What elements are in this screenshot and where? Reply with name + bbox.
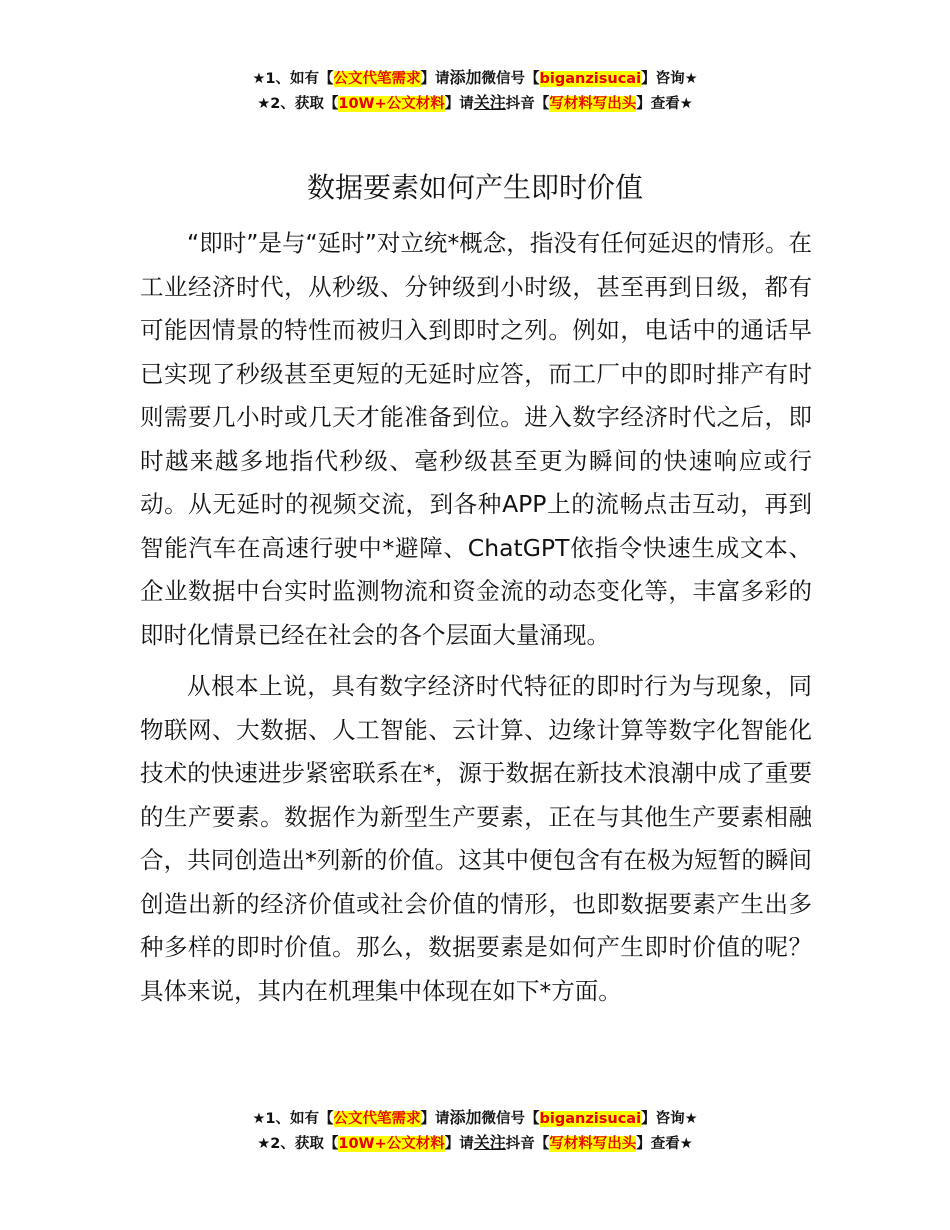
- banner-highlight: biganzisucai: [539, 71, 642, 87]
- banner-text: 】请: [444, 1136, 474, 1152]
- banner-text: ★1、如有【: [252, 1111, 334, 1127]
- banner-emphasis: 关注: [473, 1133, 506, 1152]
- banner-emphasis: 添加: [449, 68, 482, 87]
- footer-banner-line-2: [0, 1131, 950, 1156]
- banner-text: 抖音【: [505, 96, 550, 112]
- banner-text: 】请: [444, 96, 474, 112]
- banner-text: ★1、如有【: [252, 71, 334, 87]
- banner-text: 微信号【: [481, 1111, 540, 1127]
- banner-highlight: 10W+公文材料: [338, 96, 445, 112]
- banner-text: ★2、获取【: [257, 1136, 339, 1152]
- header-banner-line-1: [0, 66, 950, 91]
- banner-text: 】请: [420, 71, 450, 87]
- banner-highlight: 公文代笔需求: [333, 1111, 421, 1127]
- article-body: [140, 222, 812, 1013]
- banner-text: 微信号【: [481, 71, 540, 87]
- banner-highlight: 公文代笔需求: [333, 71, 421, 87]
- banner-highlight: 写材料写出头: [549, 1136, 637, 1152]
- banner-text: 】请: [420, 1111, 450, 1127]
- banner-text: 】查看★: [636, 96, 693, 112]
- banner-highlight: 写材料写出头: [549, 96, 637, 112]
- article-paragraph-2: 从根本上说，具有数字经济时代特征的即时行为与现象，同物联网、大数据、人工智能、云计算、边缘计算等数字化智能化技术的快速进步紧密联系在*，源于数据在新技术浪潮中成了重要的生产要素。数据作为新型生产要素，正在与其他生产要素相融合，共同创造出*列新的价值。这其中便包含有在极为短暂的瞬间创造出新的经济价值或社会价值的情形，也即数据要素产生出多种多样的即时价值。那么，数据要素是如何产生即时价值的呢？具体来说，其内在机理集中体现在如下*方面。: [140, 672, 812, 1005]
- banner-emphasis: 添加: [449, 1108, 482, 1127]
- header-banner-line-2: [0, 91, 950, 116]
- banner-text: 】咨询★: [641, 71, 698, 87]
- header-banner: [0, 66, 950, 116]
- article-title: 数据要素如何产生即时价值: [306, 171, 643, 204]
- banner-text: 】查看★: [636, 1136, 693, 1152]
- footer-banner: [0, 1106, 950, 1156]
- banner-emphasis: 关注: [473, 93, 506, 112]
- footer-banner-line-1: [0, 1106, 950, 1131]
- banner-text: 】咨询★: [641, 1111, 698, 1127]
- banner-highlight: 10W+公文材料: [338, 1136, 445, 1152]
- article-paragraph-1: “即时”是与“延时”对立统*概念，指没有任何延迟的情形。在工业经济时代，从秒级、分钟级到小时级，甚至再到日级，都有可能因情景的特性而被归入到即时之列。例如，电话中的通话早已实现了秒级甚至更短的无延时应答，而工厂中的即时排产有时则需要几小时或几天才能准备到位。进入数字经济时代之后，即时越来越多地指代秒级、毫秒级甚至更为瞬间的快速响应或行动。从无延时的视频交流，到各种APP上的流畅点击互动，再到智能汽车在高速行驶中*避障、ChatGPT依指令快速生成文本、企业数据中台实时监测物流和资金流的动态变化等，丰富多彩的即时化情景已经在社会的各个层面大量涌现。: [140, 229, 812, 649]
- banner-text: 抖音【: [505, 1136, 550, 1152]
- banner-highlight: biganzisucai: [539, 1111, 642, 1127]
- banner-text: ★2、获取【: [257, 96, 339, 112]
